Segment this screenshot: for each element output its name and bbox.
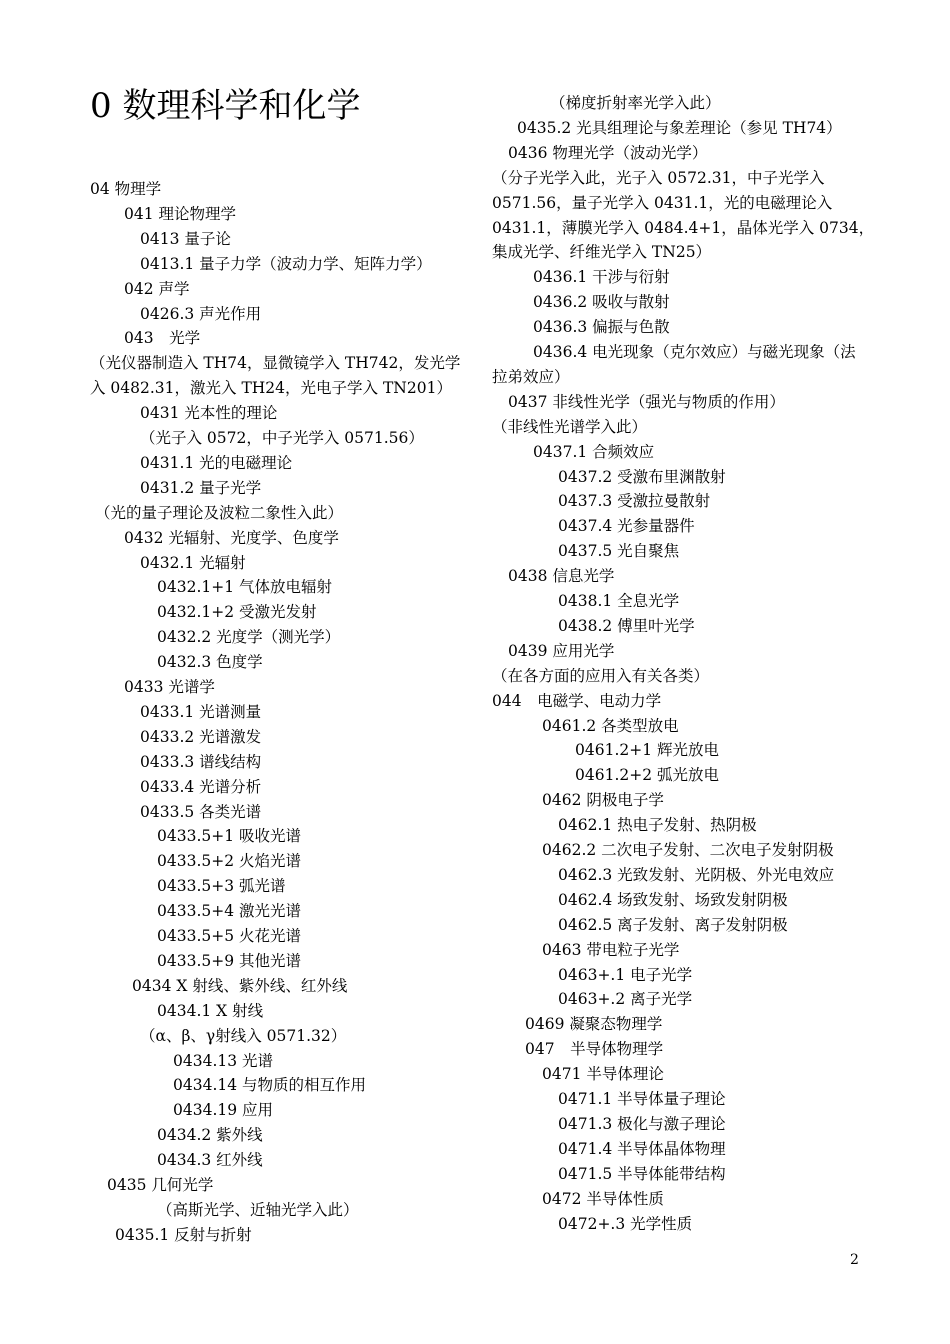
index-entry: 入 0482.31，激光入 TH24，光电子学入 TN201）	[90, 379, 452, 398]
index-entry: 0437.2 受激布里渊散射	[558, 467, 726, 486]
index-entry: 043 光学	[124, 329, 201, 348]
index-entry: （高斯光学、近轴光学入此）	[157, 1200, 359, 1219]
index-entry: 0436.2 吸收与散射	[533, 293, 670, 312]
index-entry: 0472 半导体性质	[542, 1189, 664, 1208]
index-entry: 0462.3 光致发射、光阴极、外光电效应	[558, 865, 835, 884]
index-entry: 0431.2 量子光学	[140, 478, 262, 497]
index-entry: 0413 量子论	[140, 229, 231, 248]
index-entry: （光子入 0572，中子光学入 0571.56）	[140, 429, 424, 447]
index-entry: 0431 光本性的理论	[140, 404, 278, 423]
index-entry: 0432.1 光辐射	[140, 553, 246, 572]
index-entry: 0436 物理光学（波动光学）	[508, 143, 708, 162]
index-entry: 0436.1 干涉与衍射	[533, 268, 670, 287]
index-entry: 0461.2 各类型放电	[542, 716, 679, 735]
index-entry: 0461.2+2 弧光放电	[575, 766, 720, 785]
index-entry: 0433 光谱学	[124, 678, 215, 696]
index-entry: 0433.5+5 火花光谱	[157, 927, 302, 945]
index-entry: 0439 应用光学	[508, 641, 615, 660]
index-entry: 0462.4 场致发射、场致发射阴极	[558, 890, 788, 909]
index-entry: 04 物理学	[90, 180, 162, 198]
index-entry: 集成光学、纤维光学入 TN25）	[492, 243, 712, 262]
index-entry: 0438.2 傅里叶光学	[558, 616, 695, 635]
index-entry: 042 声学	[124, 279, 190, 298]
index-entry: 0434 X 射线、紫外线、红外线	[132, 976, 348, 995]
index-entry: 0462.5 离子发射、离子发射阴极	[558, 915, 788, 934]
index-entry: 0432.1+1 气体放电辐射	[157, 578, 333, 597]
index-entry: 0471.1 半导体量子理论	[558, 1090, 726, 1108]
index-entry: 0437.4 光参量器件	[558, 517, 695, 536]
index-entry: 0426.3 声光作用	[140, 304, 262, 323]
index-entry: 0434.3 红外线	[157, 1151, 263, 1170]
index-entry: 0462 阴极电子学	[542, 791, 664, 810]
index-entry: （在各方面的应用入有关各类）	[492, 666, 710, 685]
index-entry: 0433.5+1 吸收光谱	[157, 827, 302, 846]
index-entry: 0434.2 紫外线	[157, 1126, 263, 1145]
index-entry: 0571.56，量子光学入 0431.1，光的电磁理论入	[492, 193, 833, 212]
index-entry: 0432 光辐射、光度学、色度学	[124, 528, 339, 547]
index-entry: （光仪器制造入 TH74，显微镜学入 TH742，发光学	[90, 354, 461, 373]
index-entry: 0433.2 光谱激发	[140, 727, 262, 746]
index-entry: 0438 信息光学	[508, 567, 615, 586]
index-entry: （光的量子理论及波粒二象性入此）	[95, 503, 344, 522]
index-entry: 0433.5+4 激光光谱	[157, 902, 302, 921]
index-entry: 0434.14 与物质的相互作用	[173, 1076, 367, 1095]
index-entry: 0434.1 X 射线	[157, 1001, 264, 1020]
index-entry: 0432.2 光度学（测光学）	[157, 628, 341, 647]
index-entry: 0431.1 光的电磁理论	[140, 453, 293, 472]
index-entry: 041 理论物理学	[124, 204, 237, 223]
index-entry: 0463+.2 离子光学	[558, 990, 693, 1009]
index-entry: 0413.1 量子力学（波动力学、矩阵力学）	[140, 254, 432, 273]
index-entry: 0433.3 谱线结构	[140, 752, 262, 771]
index-entry: 0462.2 二次电子发射、二次电子发射阴极	[542, 841, 834, 859]
index-entry: 0433.4 光谱分析	[140, 777, 262, 796]
index-entry: 0463+.1 电子光学	[558, 965, 693, 984]
index-entry: 0435 几何光学	[107, 1176, 214, 1194]
index-entry: 0437.5 光自聚焦	[558, 542, 680, 561]
index-entry: 0471.5 半导体能带结构	[558, 1164, 726, 1183]
index-entry: 0435.1 反射与折射	[115, 1225, 252, 1244]
index-entry: 0472+.3 光学性质	[558, 1214, 693, 1233]
index-entry: 047 半导体物理学	[525, 1040, 664, 1059]
index-entry: 0471.4 半导体晶体物理	[558, 1139, 726, 1158]
index-entry: 0463 带电粒子光学	[542, 940, 680, 959]
index-entry: 0438.1 全息光学	[558, 592, 680, 610]
index-entry: 0433.5+9 其他光谱	[157, 951, 302, 970]
index-entry: 0469 凝聚态物理学	[525, 1015, 663, 1034]
index-entry: 0432.3 色度学	[157, 653, 263, 672]
index-entry: 0471.3 极化与激子理论	[558, 1114, 726, 1133]
index-entry: 0462.1 热电子发射、热阴极	[558, 816, 757, 835]
index-entry: 0437.1 合频效应	[533, 442, 655, 461]
index-entry: 0471 半导体理论	[542, 1065, 664, 1084]
index-entry: 044 电磁学、电动力学	[492, 691, 662, 710]
index-entry: 0436.3 偏振与色散	[533, 318, 670, 337]
index-entry: 0433.5+2 火焰光谱	[157, 852, 302, 871]
index-entry: 0433.1 光谱测量	[140, 702, 262, 721]
index-entry: 0434.19 应用	[173, 1101, 274, 1120]
index-entry: 0437.3 受激拉曼散射	[558, 492, 711, 511]
index-entry: 0433.5+3 弧光谱	[157, 877, 286, 896]
index-entry: 0432.1+2 受激光发射	[157, 603, 317, 622]
index-entry: 0437 非线性光学（强光与物质的作用）	[508, 392, 785, 411]
index-entry: 0436.4 电光现象（克尔效应）与磁光现象（法	[533, 343, 856, 361]
index-entry: 拉弟效应）	[492, 367, 570, 386]
index-entry: 0431.1，薄膜光学入 0484.4+1，晶体光学入 0734，	[492, 218, 875, 237]
index-entry: （非线性光谱学入此）	[492, 417, 648, 436]
page-title: 0 数理科学和化学	[90, 86, 361, 126]
index-entry: （分子光学入此，光子入 0572.31，中子光学入	[492, 168, 825, 187]
page-number: 2	[850, 1252, 859, 1268]
index-entry: 0435.2 光具组理论与象差理论（参见 TH74）	[517, 118, 842, 137]
index-entry: （梯度折射率光学入此）	[550, 94, 721, 112]
index-entry: （α、β、γ射线入 0571.32）	[140, 1026, 347, 1045]
index-entry: 0434.13 光谱	[173, 1051, 274, 1070]
index-entry: 0461.2+1 辉光放电	[575, 741, 720, 760]
index-entry: 0433.5 各类光谱	[140, 802, 262, 821]
